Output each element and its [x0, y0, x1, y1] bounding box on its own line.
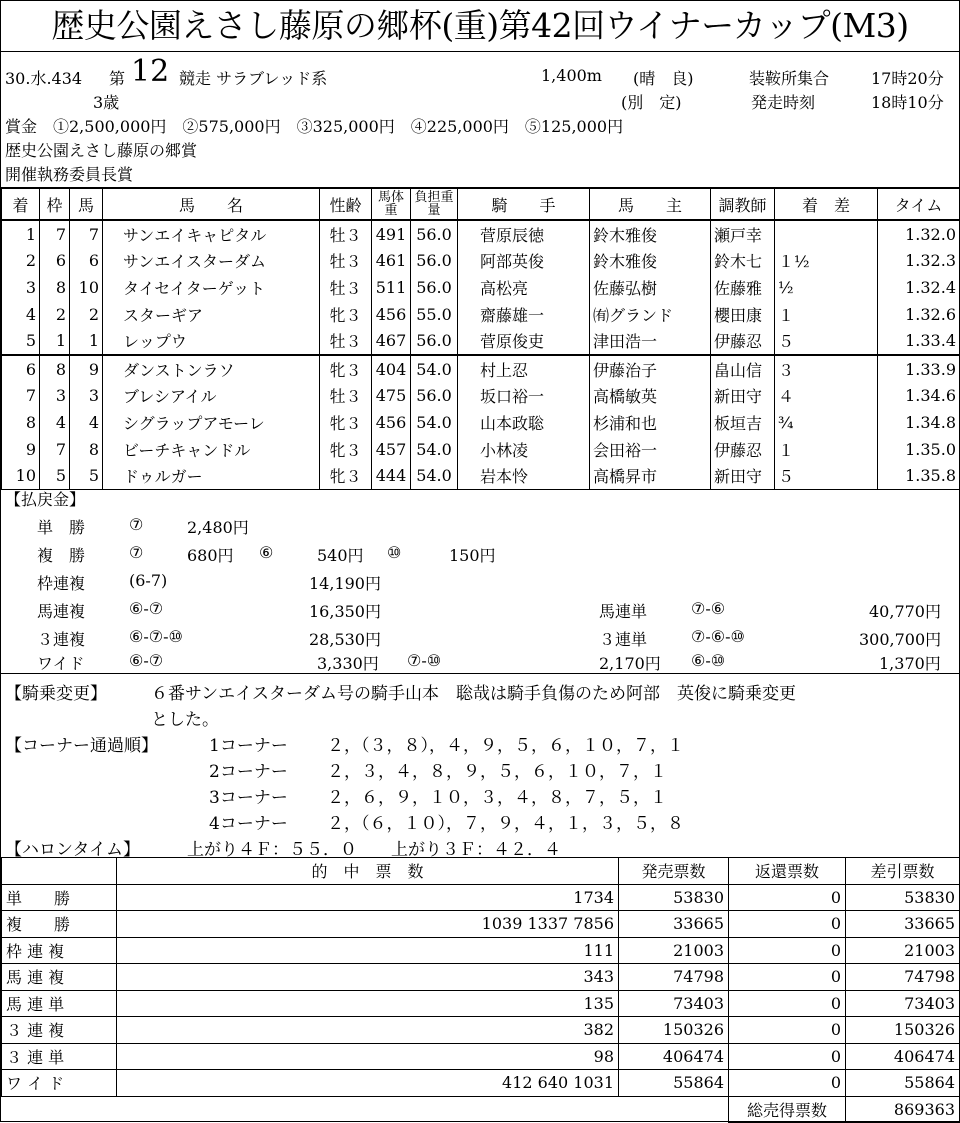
carried-weight-cell: 55.0: [411, 301, 458, 328]
winning-count-cell: 98: [117, 1043, 619, 1070]
wide-label: ワイド: [37, 654, 85, 673]
horse-number-cell: 7: [70, 220, 103, 248]
corner2-order: ２，３，４，８，９，５，６，１０，７，１: [327, 762, 667, 782]
header-jockey: 騎 手: [458, 188, 590, 220]
jockey-cell: 齋藤雄一: [458, 301, 590, 328]
refund-count-cell: 0: [729, 1017, 846, 1044]
table-row: [2, 220, 960, 248]
sanrentan-combo: ⑦-⑥-⑩: [691, 627, 745, 646]
owner-cell: 鈴木雅俊: [590, 248, 711, 275]
rank-cell: 3: [2, 274, 40, 301]
refund-count-cell: 0: [729, 884, 846, 911]
wide-amount-2: 2,170円: [599, 654, 661, 673]
header-sex-age: 性齢: [320, 188, 372, 220]
body-weight-cell: 461: [372, 248, 411, 275]
body-weight-cell: 457: [372, 436, 411, 463]
race-class: 競走 サラブレッド系: [179, 69, 328, 88]
wakuren-combo: (6-7): [129, 571, 168, 590]
header-owner: 馬 主: [590, 188, 711, 220]
bet-type-cell: 単 勝: [2, 884, 117, 911]
net-count-cell: 53830: [846, 884, 960, 911]
table-row: [2, 1043, 960, 1070]
ticket-header-row: [2, 858, 960, 885]
owner-cell: 高橋敏英: [590, 383, 711, 410]
total-value: 869363: [846, 1096, 960, 1123]
header-horse-name: 馬 名: [103, 188, 320, 220]
carried-weight-cell: 56.0: [411, 248, 458, 275]
table-row: [2, 248, 960, 275]
table-row: [2, 964, 960, 991]
rank-cell: 1: [2, 220, 40, 248]
page-title: 歴史公園えさし藤原の郷杯(重)第42回ウイナーカップ(M3): [1, 1, 959, 52]
ticket-header-winning: 的 中 票 数: [117, 858, 619, 885]
jockey-cell: 村上忍: [458, 355, 590, 383]
header-horse-number: 馬: [70, 188, 103, 220]
ticket-header-net: 差引票数: [846, 858, 960, 885]
bracket-cell: 6: [40, 248, 70, 275]
sex-age-cell: 牡３: [320, 383, 372, 410]
carried-weight-cell: 56.0: [411, 274, 458, 301]
sold-count-cell: 74798: [619, 964, 729, 991]
umaren-amount: 16,350円: [309, 602, 381, 621]
table-row: [2, 355, 960, 383]
wide-amount-1: 3,330円: [317, 654, 379, 673]
rank-cell: 10: [2, 462, 40, 489]
margin-cell: ５: [775, 327, 878, 355]
header-carried-weight: 負担重量: [411, 188, 458, 220]
fukusho-amount-2: 540円: [317, 546, 364, 565]
sex-age-cell: 牡３: [320, 327, 372, 355]
bet-type-cell: 馬 連 単: [2, 990, 117, 1017]
umaren-combo: ⑥-⑦: [129, 599, 164, 618]
award-2: 開催執務委員長賞: [5, 165, 134, 184]
owner-cell: 津田浩一: [590, 327, 711, 355]
time-cell: 1.35.0: [878, 436, 960, 463]
header-body-weight: 馬体重: [372, 188, 411, 220]
race-number: 12: [131, 54, 170, 89]
table-row: [2, 911, 960, 938]
race-info: [1, 52, 959, 187]
bracket-cell: 8: [40, 274, 70, 301]
horse-number-cell: 4: [70, 409, 103, 436]
carried-weight-cell: 54.0: [411, 436, 458, 463]
time-cell: 1.32.6: [878, 301, 960, 328]
rank-cell: 8: [2, 409, 40, 436]
header-margin: 着 差: [775, 188, 878, 220]
assembly-label: 装鞍所集合: [749, 69, 830, 88]
rank-cell: 7: [2, 383, 40, 410]
wide-amount-3: 1,370円: [879, 654, 941, 673]
race-distance: 1,400m: [541, 66, 602, 85]
table-row: [2, 327, 960, 355]
corner4-label: 4コーナー: [209, 814, 288, 834]
body-weight-cell: 475: [372, 383, 411, 410]
winning-count-cell: 1734: [117, 884, 619, 911]
bracket-cell: 7: [40, 220, 70, 248]
trainer-cell: 櫻田康: [711, 301, 775, 328]
owner-cell: 杉浦和也: [590, 409, 711, 436]
rank-cell: 9: [2, 436, 40, 463]
rider-change-text-cont: とした。: [151, 710, 219, 730]
net-count-cell: 21003: [846, 937, 960, 964]
ticket-header-type: [2, 858, 117, 885]
corner2-label: 2コーナー: [209, 762, 288, 782]
carried-weight-cell: 54.0: [411, 409, 458, 436]
bet-type-cell: ３ 連 複: [2, 1017, 117, 1044]
bracket-cell: 7: [40, 436, 70, 463]
sold-count-cell: 21003: [619, 937, 729, 964]
sold-count-cell: 406474: [619, 1043, 729, 1070]
winning-count-cell: 135: [117, 990, 619, 1017]
body-weight-cell: 491: [372, 220, 411, 248]
sex-age-cell: 牝３: [320, 462, 372, 489]
fukusho-combo-2: ⑥: [259, 543, 274, 562]
margin-cell: [775, 220, 878, 248]
horse-number-cell: 6: [70, 248, 103, 275]
jockey-cell: 菅原俊吏: [458, 327, 590, 355]
horse-name-cell: シグラップアモーレ: [103, 409, 320, 436]
body-weight-cell: 467: [372, 327, 411, 355]
margin-cell: ３: [775, 355, 878, 383]
sex-age-cell: 牡３: [320, 248, 372, 275]
jockey-cell: 岩本怜: [458, 462, 590, 489]
refund-count-cell: 0: [729, 1043, 846, 1070]
body-weight-cell: 444: [372, 462, 411, 489]
refund-count-cell: 0: [729, 964, 846, 991]
net-count-cell: 74798: [846, 964, 960, 991]
rider-change-text: ６番サンエイスターダム号の騎手山本 聡哉は騎手負傷のため阿部 英俊に騎乗変更: [151, 684, 796, 704]
total-label: 総売得票数: [729, 1096, 846, 1123]
table-row: [2, 937, 960, 964]
refund-count-cell: 0: [729, 911, 846, 938]
wakuren-amount: 14,190円: [309, 574, 381, 593]
sex-age-cell: 牝３: [320, 301, 372, 328]
trainer-cell: 伊藤忍: [711, 436, 775, 463]
wakuren-label: 枠連複: [37, 574, 86, 593]
tansho-combo: ⑦: [129, 515, 144, 534]
winning-count-cell: 111: [117, 937, 619, 964]
notes-section: [1, 673, 959, 860]
sex-age-cell: 牡３: [320, 274, 372, 301]
sanrentan-label: ３連単: [599, 630, 648, 649]
wide-combo-3: ⑥-⑩: [691, 651, 726, 670]
table-row: [2, 1070, 960, 1097]
sex-age-cell: 牡３: [320, 220, 372, 248]
rank-cell: 6: [2, 355, 40, 383]
owner-cell: 鈴木雅俊: [590, 220, 711, 248]
horse-number-cell: 2: [70, 301, 103, 328]
wide-combo-2: ⑦-⑩: [407, 651, 442, 670]
margin-cell: １½: [775, 248, 878, 275]
header-bracket: 枠: [40, 188, 70, 220]
bet-type-cell: 馬 連 複: [2, 964, 117, 991]
sold-count-cell: 33665: [619, 911, 729, 938]
trainer-cell: 畠山信: [711, 355, 775, 383]
tansho-amount: 2,480円: [187, 518, 249, 537]
net-count-cell: 150326: [846, 1017, 960, 1044]
start-label: 発走時刻: [751, 93, 816, 112]
bracket-cell: 5: [40, 462, 70, 489]
jockey-cell: 菅原辰徳: [458, 220, 590, 248]
jockey-cell: 山本政聡: [458, 409, 590, 436]
table-row: [2, 409, 960, 436]
bracket-cell: 2: [40, 301, 70, 328]
trainer-cell: 伊藤忍: [711, 327, 775, 355]
sanrentan-amount: 300,700円: [859, 630, 942, 649]
horse-number-cell: 9: [70, 355, 103, 383]
umatan-combo: ⑦-⑥: [691, 599, 726, 618]
prize-money: 賞金 ①2,500,000円 ②575,000円 ③325,000円 ④225,000円 ⑤125,000円: [5, 117, 624, 136]
rank-cell: 4: [2, 301, 40, 328]
body-weight-cell: 456: [372, 301, 411, 328]
corner3-order: ２，６，９，１０，３，４，８，７，５，１: [327, 788, 667, 808]
bet-type-cell: 複 勝: [2, 911, 117, 938]
horse-number-cell: 3: [70, 383, 103, 410]
carried-weight-cell: 54.0: [411, 462, 458, 489]
corner3-label: 3コーナー: [209, 788, 288, 808]
jockey-cell: 坂口裕一: [458, 383, 590, 410]
net-count-cell: 73403: [846, 990, 960, 1017]
horse-name-cell: スターギア: [103, 301, 320, 328]
table-row: [2, 436, 960, 463]
time-cell: 1.32.4: [878, 274, 960, 301]
sex-age-cell: 牝３: [320, 436, 372, 463]
results-table: [1, 187, 960, 490]
winning-count-cell: 382: [117, 1017, 619, 1044]
jockey-cell: 阿部英俊: [458, 248, 590, 275]
header-rank: 着: [2, 188, 40, 220]
sex-age-cell: 牝３: [320, 355, 372, 383]
umaren-label: 馬連複: [37, 602, 86, 621]
winning-count-cell: 343: [117, 964, 619, 991]
body-weight-cell: 511: [372, 274, 411, 301]
furlong-label: 【ハロンタイム】: [5, 840, 140, 860]
horse-name-cell: ドゥルガー: [103, 462, 320, 489]
sold-count-cell: 53830: [619, 884, 729, 911]
time-cell: 1.33.9: [878, 355, 960, 383]
race-prefix: 第: [109, 69, 126, 88]
horse-name-cell: ブレシアイル: [103, 383, 320, 410]
owner-cell: 高橋昇市: [590, 462, 711, 489]
jockey-cell: 小林凌: [458, 436, 590, 463]
header-trainer: 調教師: [711, 188, 775, 220]
table-row: [2, 301, 960, 328]
trainer-cell: 鈴木七: [711, 248, 775, 275]
margin-cell: １: [775, 436, 878, 463]
tansho-label: 単 勝: [37, 518, 86, 537]
horse-number-cell: 5: [70, 462, 103, 489]
time-cell: 1.34.8: [878, 409, 960, 436]
sold-count-cell: 73403: [619, 990, 729, 1017]
horse-number-cell: 1: [70, 327, 103, 355]
bracket-cell: 4: [40, 409, 70, 436]
rider-change-label: 【騎乗変更】: [5, 684, 107, 704]
race-age: 3歳: [93, 93, 120, 112]
payout-section: [1, 485, 959, 674]
payout-title: 【払戻金】: [5, 490, 86, 509]
sold-count-cell: 150326: [619, 1017, 729, 1044]
bracket-cell: 3: [40, 383, 70, 410]
bet-type-cell: 枠 連 複: [2, 937, 117, 964]
carried-weight-cell: 56.0: [411, 220, 458, 248]
results-header-row: [2, 188, 960, 220]
horse-name-cell: サンエイキャピタル: [103, 220, 320, 248]
weather-track: (晴 良): [633, 69, 694, 88]
ticket-header-refund: 返還票数: [729, 858, 846, 885]
net-count-cell: 406474: [846, 1043, 960, 1070]
trainer-cell: 板垣吉: [711, 409, 775, 436]
owner-cell: ㈲グランド: [590, 301, 711, 328]
fukusho-combo-3: ⑩: [387, 543, 402, 562]
bracket-cell: 1: [40, 327, 70, 355]
sanrenpuku-label: ３連複: [37, 630, 86, 649]
table-row: [2, 1017, 960, 1044]
owner-cell: 会田裕一: [590, 436, 711, 463]
time-cell: 1.32.0: [878, 220, 960, 248]
sold-count-cell: 55864: [619, 1070, 729, 1097]
header-time: タイム: [878, 188, 960, 220]
corner1-order: ２，（３，８），４，９，５，６，１０，７，１: [327, 736, 684, 756]
horse-name-cell: ダンストンラソ: [103, 355, 320, 383]
rank-cell: 2: [2, 248, 40, 275]
margin-cell: ¾: [775, 409, 878, 436]
corner-label: 【コーナー通過順】: [5, 736, 158, 756]
sanrenpuku-amount: 28,530円: [309, 630, 381, 649]
winning-count-cell: 1039 1337 7856: [117, 911, 619, 938]
time-cell: 1.33.4: [878, 327, 960, 355]
umatan-label: 馬連単: [599, 602, 648, 621]
horse-name-cell: ビーチキャンドル: [103, 436, 320, 463]
margin-cell: ４: [775, 383, 878, 410]
corner1-label: 1コーナー: [209, 736, 288, 756]
fukusho-amount-1: 680円: [187, 546, 234, 565]
refund-count-cell: 0: [729, 937, 846, 964]
fukusho-amount-3: 150円: [449, 546, 496, 565]
umatan-amount: 40,770円: [869, 602, 941, 621]
net-count-cell: 33665: [846, 911, 960, 938]
horse-name-cell: サンエイスターダム: [103, 248, 320, 275]
trainer-cell: 新田守: [711, 383, 775, 410]
trainer-cell: 新田守: [711, 462, 775, 489]
net-count-cell: 55864: [846, 1070, 960, 1097]
start-time: 18時10分: [871, 93, 944, 112]
table-row: [2, 990, 960, 1017]
owner-cell: 伊藤治子: [590, 355, 711, 383]
weight-condition: (別 定): [621, 93, 682, 112]
horse-number-cell: 10: [70, 274, 103, 301]
winning-count-cell: 412 640 1031: [117, 1070, 619, 1097]
time-cell: 1.34.6: [878, 383, 960, 410]
sex-age-cell: 牝３: [320, 409, 372, 436]
rank-cell: 5: [2, 327, 40, 355]
jockey-cell: 高松亮: [458, 274, 590, 301]
bet-type-cell: ワ イ ド: [2, 1070, 117, 1097]
ticket-header-sold: 発売票数: [619, 858, 729, 885]
table-row: [2, 274, 960, 301]
fukusho-label: 複 勝: [37, 546, 86, 565]
time-cell: 1.35.8: [878, 462, 960, 489]
furlong-times: 上がり４Ｆ：５５．０ 上がり３Ｆ：４２．４: [187, 840, 561, 860]
date-code: 30.水.434: [5, 69, 83, 88]
award-1: 歴史公園えさし藤原の郷賞: [5, 141, 198, 160]
wide-combo-1: ⑥-⑦: [129, 651, 164, 670]
table-row: [2, 383, 960, 410]
margin-cell: １: [775, 301, 878, 328]
carried-weight-cell: 56.0: [411, 383, 458, 410]
ticket-table: [1, 857, 960, 1123]
body-weight-cell: 404: [372, 355, 411, 383]
assembly-time: 17時20分: [871, 69, 944, 88]
time-cell: 1.32.3: [878, 248, 960, 275]
table-row: [2, 884, 960, 911]
trainer-cell: 佐藤雅: [711, 274, 775, 301]
carried-weight-cell: 54.0: [411, 355, 458, 383]
horse-name-cell: タイセイターゲット: [103, 274, 320, 301]
bet-type-cell: ３ 連 単: [2, 1043, 117, 1070]
margin-cell: ½: [775, 274, 878, 301]
carried-weight-cell: 56.0: [411, 327, 458, 355]
corner4-order: ２，（６，１０），７，９，４，１，３，５，８: [327, 814, 684, 834]
bracket-cell: 8: [40, 355, 70, 383]
refund-count-cell: 0: [729, 990, 846, 1017]
fukusho-combo-1: ⑦: [129, 543, 144, 562]
trainer-cell: 瀬戸幸: [711, 220, 775, 248]
ticket-total-row: [2, 1096, 960, 1123]
body-weight-cell: 456: [372, 409, 411, 436]
margin-cell: ５: [775, 462, 878, 489]
horse-number-cell: 8: [70, 436, 103, 463]
sanrenpuku-combo: ⑥-⑦-⑩: [129, 627, 183, 646]
owner-cell: 佐藤弘樹: [590, 274, 711, 301]
refund-count-cell: 0: [729, 1070, 846, 1097]
horse-name-cell: レップウ: [103, 327, 320, 355]
